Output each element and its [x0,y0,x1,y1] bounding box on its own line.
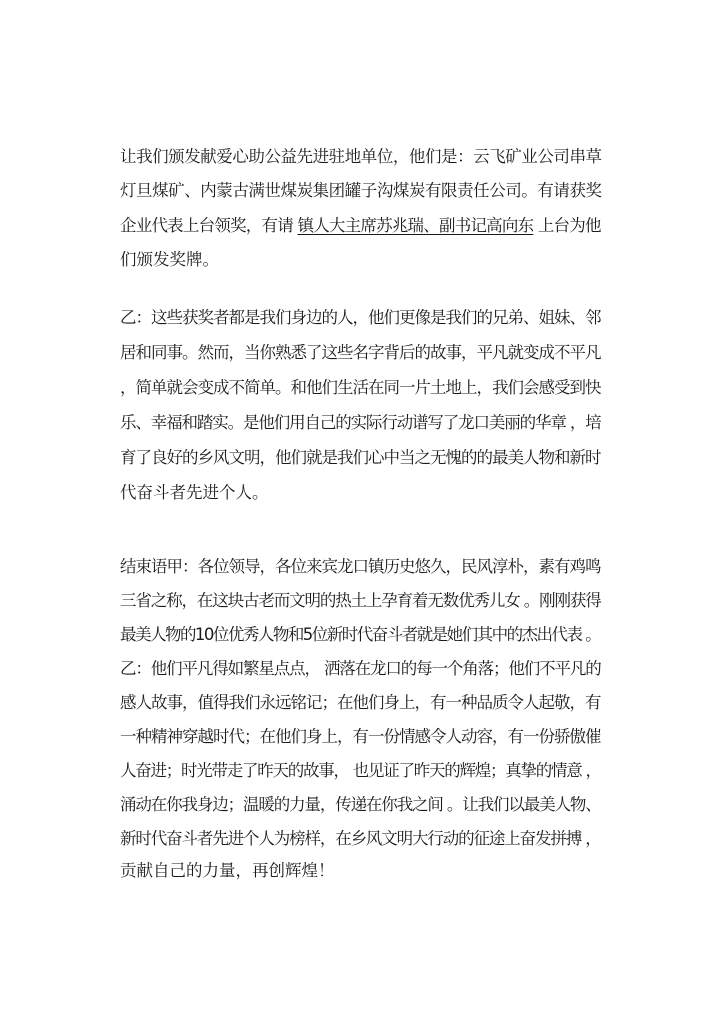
para2-line4: 乐、幸福和踏实。是他们用自己的实际行动谱写了龙口美丽的华章 ，培 [120,413,601,432]
para1-line2: 灯旦煤矿、内蒙古满世煤炭集团罐子沟煤炭有限责任公司。有请获奖 [120,181,602,200]
para2-line5: 育了良好的乡风文明，他们就是我们心中当之无愧的的最美人物和新时 [120,448,601,467]
para3-line1: 结束语甲：各位领导，各位来宾龙口镇历史悠久，民风淳朴，素有鸡鸣 [120,557,601,576]
para3-line6: 一种精神穿越时代；在他们身上，有一份情感令人动容，有一份骄傲催 [120,727,601,746]
underlined-names: 镇人大主席苏兆瑞、副书记高向东 [297,216,534,235]
para1-line4: 们颁发奖牌。 [120,250,219,269]
para1-line1: 让我们颁发献爱心助公益先进驻地单位，他们是：云飞矿业公司串草 [120,147,602,166]
para1-line3-text: 企业代表上台领奖，有请 [120,216,298,235]
para1-line3 [120,215,601,237]
para3-line7: 人奋进；时光带走了昨天的故事， 也见证了昨天的辉煌；真挚的情意 ， [120,761,601,780]
para3-line9: 新时代奋斗者先进个人为榜样，在乡风文明大行动的征途上奋发拼搏 ， [120,829,601,848]
para3-line4: 乙：他们平凡得如繁星点点， 洒落在龙口的每一个角落；他们不平凡的 [120,659,601,678]
para3-line8: 涌动在你我身边；温暖的力量，传递在你我之间 。让我们以最美人物、 [120,795,601,814]
para3-line10: 贡献自己的力量，再创辉煌！ [120,861,335,880]
para2-line3: ，简单就会变成不简单。和他们生活在同一片土地上，我们会感受到快 [120,378,601,397]
para1-line3-tail: 上台为他 [533,216,601,235]
para2-line1: 乙：这些获奖者都是我们身边的人，他们更像是我们的兄弟、姐妹、邻 [120,308,601,327]
para3-line3: 最美人物的10位优秀人物和5位新时代奋斗者就是她们其中的杰出代表 。 [120,625,601,644]
para3-line2: 三省之称，在这块古老而文明的热土上孕育着无数优秀儿女 。刚刚获得 [120,591,601,610]
para2-line6: 代奋斗者先进个人。 [120,483,269,502]
para2-line2: 居和同事。然而，当你熟悉了这些名字背后的故事，平凡就变成不平凡 [120,343,601,362]
para3-line5: 感人故事，值得我们永远铭记；在他们身上，有一种品质令人起敬，有 [120,693,601,712]
